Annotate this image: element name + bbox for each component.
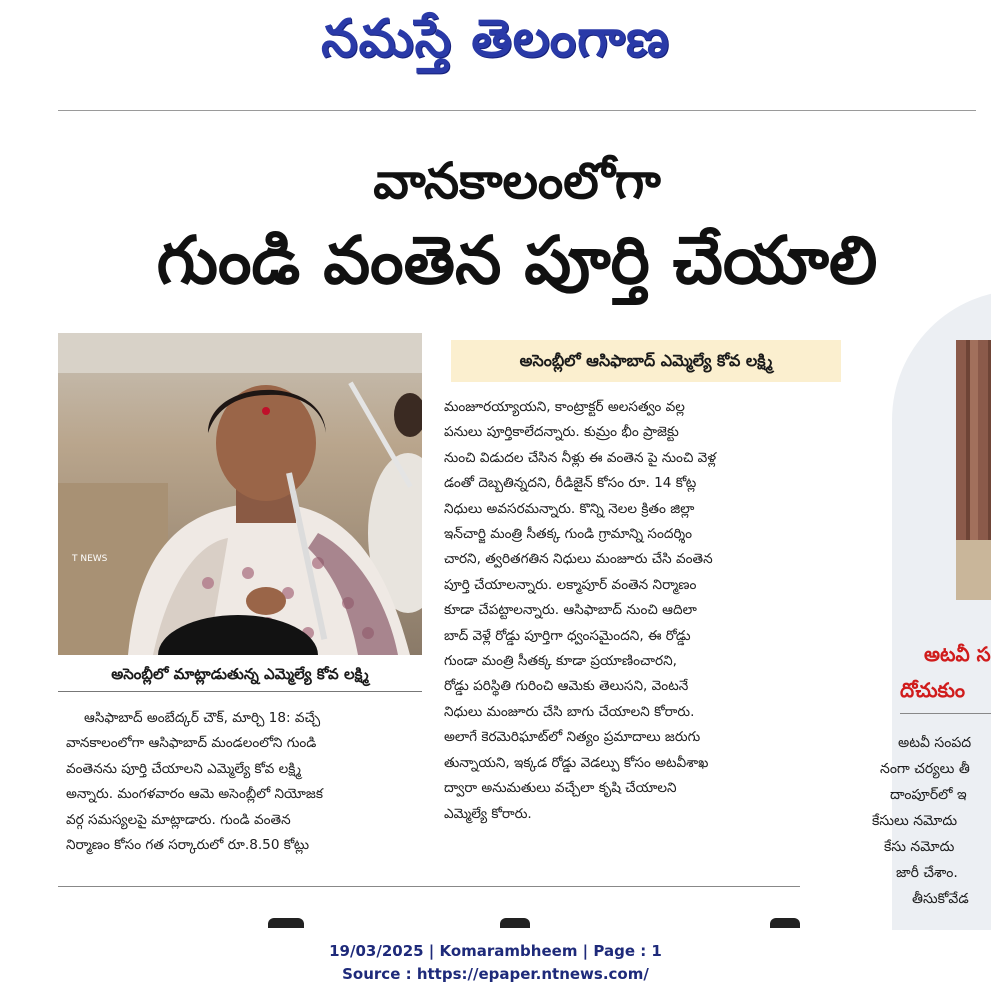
headline-line1: వానకాలంలోగా — [373, 152, 661, 210]
text-line: పనులు పూర్తికాలేదన్నారు. కుమ్రం భీం ప్రాజెక్టు — [444, 424, 679, 441]
text-line: కూడా చేపట్టాలన్నారు. ఆసిఫాబాద్ నుంచి ఆదిలా — [444, 602, 697, 619]
text-line: చారని, త్వరితగతిన నిధులు మంజూరు చేసి వంతెన — [444, 551, 713, 568]
footer-edition-info: 19/03/2025 | Komarambheem | Page : 1 — [329, 942, 662, 960]
text-line: అలాగే కెరమెరిఘాట్‌లో నిత్యం ప్రమాదాలు జరుగు — [444, 729, 701, 746]
text-line: అన్నారు. మంగళవారం ఆమె అసెంబ్లీలో నియోజక — [66, 786, 323, 803]
article-column-right — [444, 395, 800, 827]
article-subhead: అసెంబ్లీలో ఆసిఫాబాద్ ఎమ్మెల్యే కోవ లక్ష్మి — [451, 340, 841, 382]
text-line: నుంచి విడుదల చేసిన నీళ్లు ఈ వంతెన పై నుంచి వెళ్ల — [444, 449, 717, 466]
text-line: మంజూరయ్యాయని, కాంట్రాక్టర్ అలసత్వం వల్ల — [444, 399, 685, 415]
mla-speaking-photo — [58, 333, 422, 655]
photo-caption: అసెంబ్లీలో మాట్లాడుతున్న ఎమ్మెల్యే కోవ లక్ష్మి — [58, 657, 422, 692]
text-line: వంతెనను పూర్తి చేయాలని ఎమ్మెల్యే కోవ లక్ష్మి — [66, 760, 302, 777]
article-column-left — [66, 706, 416, 858]
footer-source: Source : https://epaper.ntnews.com/ — [342, 965, 649, 983]
text-line: వానకాలంలోగా ఆసిఫాబాద్ మండలంలోని గుండి — [66, 735, 317, 752]
text-line: ద్వారా అనుమతులు వచ్చేలా కృషి చేయాలని — [444, 780, 677, 797]
headline-line2: గుండి వంతెన పూర్తి చేయాలి — [156, 222, 878, 299]
masthead-divider — [58, 110, 976, 111]
text-line: డంతో దెబ్బతిన్నదని, రీడిజైన్ కోసం రూ. 14 కోట్ల — [444, 475, 697, 492]
article-photo — [58, 333, 422, 655]
text-line: పూర్తి చేయాలన్నారు. లక్మాపూర్ వంతెన నిర్మాణం — [444, 576, 697, 593]
sidebar-headline-line1: అటవీ స — [924, 642, 991, 666]
text-line: రోడ్డు పరిస్థితి గురించి ఆమెకు తెలుసని, వెంటనే — [444, 678, 689, 695]
text-line: ఆసిఫాబాద్ అంబేద్కర్ చౌక్, మార్చి 18: వచ్చే — [84, 710, 321, 726]
sidebar-photo-lower — [956, 540, 991, 600]
text-line: నిర్మాణం కోసం గత సర్కారులో రూ.8.50 కోట్లు — [66, 837, 310, 854]
article-bottom-divider — [58, 886, 800, 887]
sidebar-text-line: దాంపూర్‌లో ఇ — [890, 787, 967, 803]
adjacent-article-sidebar — [842, 290, 991, 930]
text-line: వర్గ సమస్యలపై మాట్లాడారు. గుండి వంతెన — [66, 811, 291, 828]
sidebar-text-line: అటవీ సంపద — [898, 735, 972, 751]
text-line: గుండా మంత్రి సీతక్క కూడా ప్రయాణించారని, — [444, 653, 677, 670]
text-line: నిధులు మంజూరు చేసి బాగు చేయాలని కోరారు. — [444, 703, 695, 720]
sidebar-text-line: కేసులు నమోదు — [872, 813, 958, 829]
sidebar-text-line: తీసుకోవేడ — [912, 891, 969, 907]
text-line: బాద్ వెళ్లే రోడ్డు పూర్తిగా ధ్వంసమైందని, ఈ రోడ్డు — [444, 627, 691, 644]
text-line: నిధులు అవసరమన్నారు. కొన్ని నెలల క్రితం జిల్లా — [444, 500, 695, 517]
sidebar-text-line: జారీ చేశాం. — [896, 865, 958, 881]
text-line: ఎమ్మెల్యే కోరారు. — [444, 805, 532, 822]
text-line: ఇన్‌చార్జి మంత్రి సీతక్క గుండి గ్రామాన్ని సందర్శిం — [444, 526, 693, 543]
sidebar-divider — [900, 713, 991, 714]
sidebar-headline-line2: దోచుకుం — [900, 678, 966, 702]
masthead-title: నమస్తే తెలంగాణ — [321, 9, 670, 69]
sidebar-text-line: కేసు నమోదు — [884, 839, 955, 855]
sidebar-text-line: నంగా చర్యలు తీ — [880, 761, 970, 777]
masthead — [0, 0, 991, 80]
text-line: తున్నాయని, ఇక్కడ రోడ్డు వెడల్పు కోసం అటవీశాఖ — [444, 754, 709, 771]
photo-watermark: T NEWS — [72, 554, 108, 564]
